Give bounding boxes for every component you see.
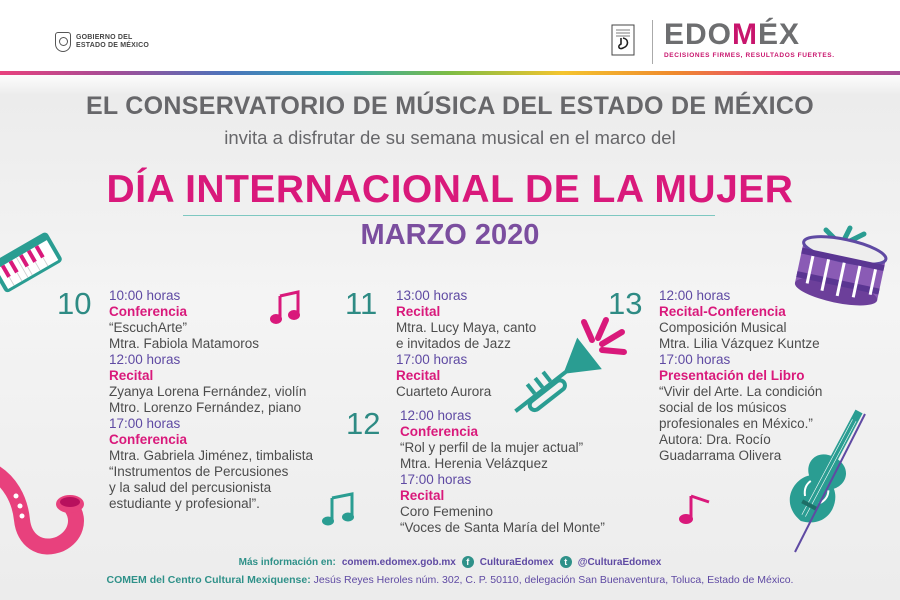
- event-detail: Mtra. Gabriela Jiménez, timbalista: [109, 448, 314, 463]
- header-divider: [652, 20, 653, 64]
- day-number: 12: [346, 406, 381, 441]
- rainbow-stripe: [0, 71, 900, 75]
- event-type: Recital: [109, 368, 154, 383]
- gov-line1: GOBIERNO DEL: [76, 34, 133, 41]
- government-logo: [55, 32, 149, 52]
- website-link[interactable]: comem.edomex.gob.mx: [341, 556, 456, 568]
- event-type: Conferencia: [400, 424, 479, 439]
- music-note-icon: [322, 492, 356, 526]
- facebook-icon: f: [462, 556, 474, 568]
- gov-line2: ESTADO DE MÉXICO: [76, 42, 150, 49]
- schedule-day-11: [396, 288, 536, 400]
- event-time: 17:00 horas: [109, 416, 181, 431]
- footer-contact: [0, 556, 900, 568]
- title-invitation: invita a disfrutar de su semana musical en el marco del: [224, 127, 676, 148]
- event-detail: estudiante y profesional”.: [109, 496, 260, 511]
- brand-suffix: ÉX: [758, 18, 801, 51]
- event-type: Presentación del Libro: [659, 368, 805, 383]
- event-time: 12:00 horas: [659, 288, 731, 303]
- event-detail: Mtra. Herenia Velázquez: [400, 456, 548, 471]
- brand-accent: M: [732, 18, 759, 51]
- event-type: Conferencia: [109, 432, 188, 447]
- day-number: 11: [345, 286, 378, 321]
- event-time: 12:00 horas: [109, 352, 181, 367]
- facebook-handle[interactable]: CulturaEdomex: [479, 556, 554, 568]
- brand-prefix: EDO: [664, 18, 733, 51]
- footer-address: [0, 574, 900, 586]
- event-detail: Mtra. Lilia Vázquez Kuntze: [659, 336, 820, 351]
- event-time: 12:00 horas: [400, 408, 472, 423]
- event-detail: Coro Femenino: [400, 504, 494, 519]
- event-type: Recital: [396, 368, 441, 383]
- event-time: 17:00 horas: [396, 352, 468, 367]
- saxophone-icon: [0, 440, 90, 560]
- event-type: Recital-Conferencia: [659, 304, 786, 319]
- event-detail: e invitados de Jazz: [396, 336, 511, 351]
- day-number: 13: [608, 286, 643, 321]
- event-detail: Mtro. Lorenzo Fernández, piano: [109, 400, 302, 415]
- event-detail: Zyanya Lorena Fernández, violín: [109, 384, 307, 399]
- event-detail: profesionales en México.”: [659, 416, 813, 431]
- event-detail: Mtra. Lucy Maya, canto: [396, 320, 537, 335]
- event-time: 17:00 horas: [659, 352, 731, 367]
- government-seal-icon: [55, 32, 71, 52]
- music-note-icon: [677, 492, 713, 526]
- event-detail: y la salud del percusionista: [109, 480, 272, 495]
- event-detail: Autora: Dra. Rocío: [659, 432, 771, 447]
- event-type: Conferencia: [109, 304, 188, 319]
- more-info-label: Más información en:: [238, 556, 336, 568]
- title-date: MARZO 2020: [360, 219, 540, 251]
- schedule-day-12: [400, 408, 605, 536]
- event-time: 13:00 horas: [396, 288, 468, 303]
- brand-slogan: DECISIONES FIRMES, RESULTADOS FUERTES.: [664, 52, 835, 59]
- event-time: 10:00 horas: [109, 288, 181, 303]
- title-conservatory: EL CONSERVATORIO DE MÚSICA DEL ESTADO DE MÉXICO: [85, 92, 815, 120]
- twitter-icon: t: [560, 556, 572, 568]
- event-type: Recital: [396, 304, 441, 319]
- event-detail: “Voces de Santa María del Monte”: [400, 520, 605, 535]
- event-detail: Guadarrama Olivera: [659, 448, 782, 463]
- twitter-handle[interactable]: @CulturaEdomex: [577, 556, 662, 568]
- schedule-day-10: [109, 288, 313, 512]
- event-type: Recital: [400, 488, 445, 503]
- edomex-logo: [664, 19, 835, 59]
- header-bar: [0, 0, 900, 72]
- event-detail: Mtra. Fabiola Matamoros: [109, 336, 260, 351]
- event-time: 17:00 horas: [400, 472, 472, 487]
- event-detail: “Vivir del Arte. La condición: [659, 384, 823, 399]
- title-divider: [183, 215, 715, 216]
- address-label: COMEM del Centro Cultural Mexiquense:: [106, 574, 311, 586]
- day-number: 10: [57, 286, 92, 321]
- event-detail: Cuarteto Aurora: [396, 384, 492, 399]
- piano-keyboard-icon: [0, 218, 60, 300]
- event-detail: “Rol y perfil de la mujer actual”: [400, 440, 584, 455]
- event-detail: social de los músicos: [659, 400, 787, 415]
- event-detail: “Instrumentos de Percusiones: [109, 464, 289, 479]
- title-womens-day: DÍA INTERNACIONAL DE LA MUJER: [106, 168, 794, 211]
- conservatory-logo-icon: [611, 24, 635, 56]
- event-detail: “EscuchArte”: [109, 320, 188, 335]
- event-detail: Composición Musical: [659, 320, 787, 335]
- schedule-day-13: [659, 288, 822, 464]
- address-text: Jesús Reyes Heroles núm. 302, C. P. 50110, delegación San Buenaventura, Toluca, Estado de México.: [313, 574, 794, 586]
